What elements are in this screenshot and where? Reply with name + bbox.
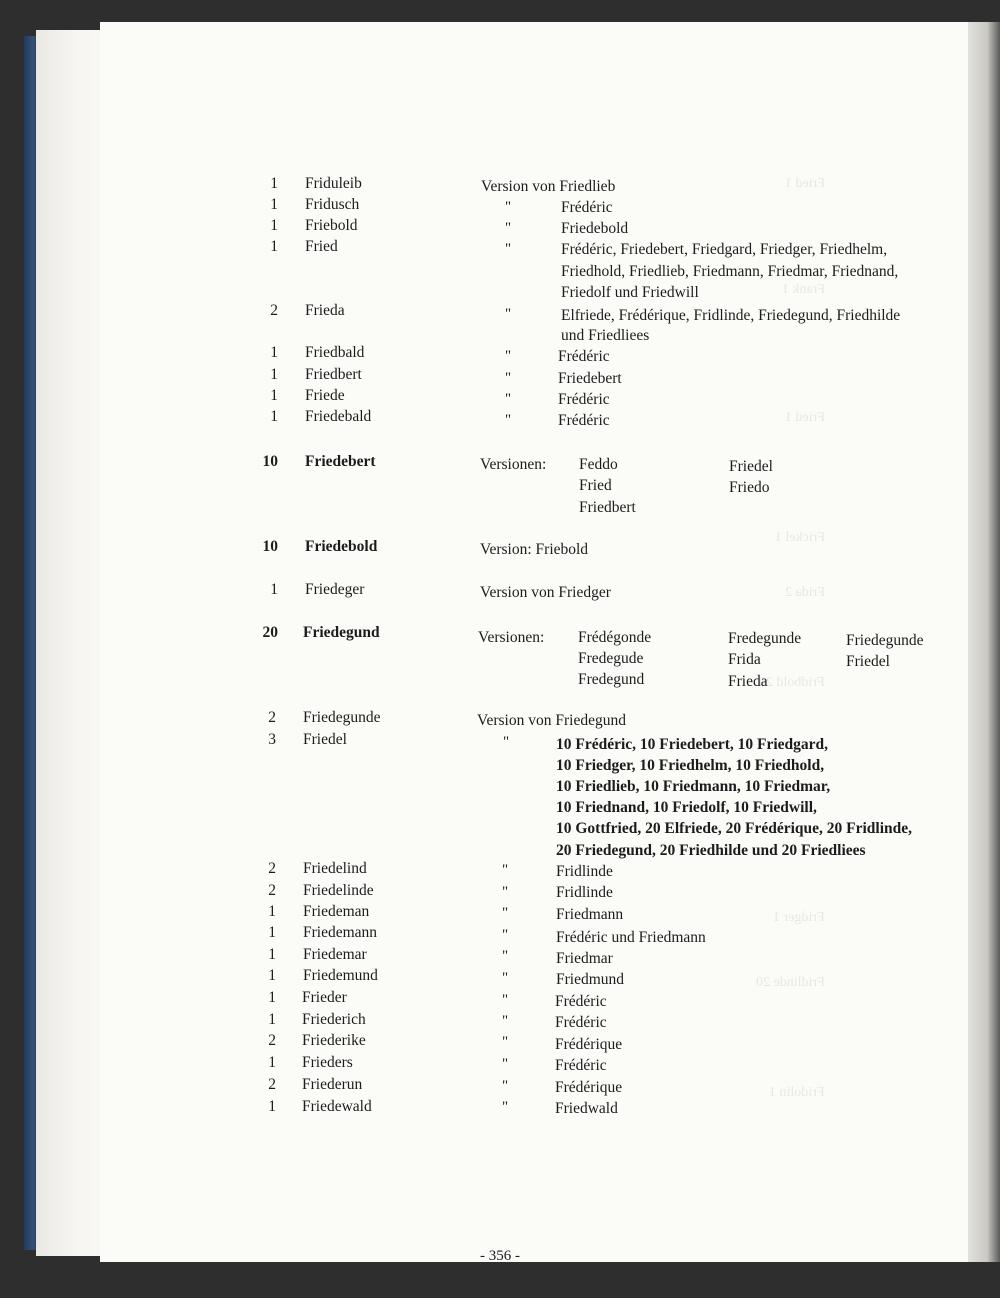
entry-count: 2	[268, 860, 276, 877]
entry-count: 1	[268, 967, 276, 984]
entry-desc: Friedmann	[556, 906, 624, 923]
entry-name: Friederun	[302, 1076, 363, 1093]
entry-desc-line: Frédéric, Friedebert, Friedgard, Friedger, Friedhelm,	[561, 241, 888, 258]
entry-count: 1	[268, 989, 276, 1006]
entry-count: 1	[270, 387, 278, 404]
entry-name: Friedeman	[303, 903, 370, 920]
version-item: Friedegunde	[846, 632, 924, 649]
ditto-mark: "	[505, 199, 512, 215]
entry-name: Friedebald	[305, 408, 372, 425]
entry-count: 1	[270, 344, 278, 361]
entry-name: Fried	[305, 238, 338, 255]
entry-count: 1	[270, 581, 278, 598]
ditto-mark: "	[505, 391, 512, 407]
ditto-mark: "	[505, 220, 512, 236]
entry-count: 1	[268, 1011, 276, 1028]
entry-desc-line: Friedolf und Friedwill	[561, 284, 699, 301]
version-item: Fredegund	[578, 671, 645, 688]
entry-name: Friedbert	[305, 366, 362, 383]
entry-count: 1	[270, 196, 278, 213]
entry-desc: Frédéric	[555, 1057, 607, 1074]
entry-desc-line: 10 Frédéric, 10 Friedebert, 10 Friedgard,	[556, 736, 829, 753]
entry-desc: Frédéric	[561, 199, 613, 216]
ditto-mark: "	[502, 927, 509, 943]
version-item: Frida	[728, 651, 761, 668]
ditto-mark: "	[502, 970, 509, 986]
entry-name: Friedegund	[303, 624, 380, 641]
entry-count: 2	[268, 882, 276, 899]
entry-name: Friederike	[302, 1032, 366, 1049]
entry-count: 1	[270, 217, 278, 234]
ditto-mark: "	[505, 306, 512, 322]
page-number: - 356 -	[480, 1248, 520, 1264]
version-item: Fried	[579, 477, 612, 494]
entry-count: 1	[268, 1054, 276, 1071]
entry-desc: Frédéric und Friedmann	[556, 929, 706, 946]
version-item: Feddo	[579, 456, 618, 473]
page-gutter	[968, 22, 1000, 1262]
entry-name: Friedegunde	[303, 709, 381, 726]
ditto-mark: "	[502, 992, 509, 1008]
ditto-mark: "	[505, 412, 512, 428]
entry-name: Friebold	[305, 217, 358, 234]
entry-desc: Frédéric	[558, 412, 610, 429]
entry-desc: Friedmar	[556, 950, 613, 967]
ditto-mark: "	[502, 1013, 509, 1029]
version-item: Friedo	[729, 479, 770, 496]
ditto-mark: "	[505, 370, 512, 386]
entry-count: 10	[262, 453, 278, 470]
entry-count: 1	[270, 408, 278, 425]
entry-count: 1	[268, 946, 276, 963]
entry-name: Friedemar	[303, 946, 367, 963]
entry-desc-line: 10 Friedger, 10 Friedhelm, 10 Friedhold,	[556, 757, 825, 774]
ditto-mark: "	[502, 948, 509, 964]
entry-name: Friedelind	[303, 860, 367, 877]
entry-desc: Frédéric	[555, 1014, 607, 1031]
entry-desc: Friedwald	[555, 1100, 618, 1117]
entry-desc: Version: Friebold	[480, 541, 589, 558]
entry-desc-line: Friedhold, Friedlieb, Friedmann, Friedmar, Friednand,	[561, 263, 899, 280]
entry-desc-line: 10 Friedlieb, 10 Friedmann, 10 Friedmar,	[556, 778, 831, 795]
entry-name: Friduleib	[305, 175, 362, 192]
entry-desc-line: 10 Gottfried, 20 Elfriede, 20 Frédérique, 20 Fridlinde,	[556, 820, 913, 837]
version-item: Friedel	[729, 458, 773, 475]
ditto-mark: "	[502, 1099, 509, 1115]
version-item: Fredegunde	[728, 630, 802, 647]
entry-count: 1	[268, 903, 276, 920]
entry-desc: Friedmund	[556, 971, 625, 988]
ditto-mark: "	[503, 734, 510, 750]
entry-desc: Version von Friedlieb	[481, 178, 616, 195]
entry-name: Friedebold	[305, 538, 378, 555]
entry-count: 2	[268, 1076, 276, 1093]
entry-name: Friedeger	[305, 581, 365, 598]
entry-desc: Fridlinde	[556, 884, 613, 901]
entry-desc: Frédérique	[555, 1079, 623, 1096]
entry-count: 20	[262, 624, 278, 641]
entry-name: Friede	[305, 387, 345, 404]
entry-name: Frieda	[305, 302, 345, 319]
ditto-mark: "	[502, 1034, 509, 1050]
entry-count: 2	[270, 302, 278, 319]
entry-name: Friedemann	[303, 924, 378, 941]
ditto-mark: "	[502, 905, 509, 921]
entry-desc: Fridlinde	[556, 863, 613, 880]
entry-count: 2	[268, 709, 276, 726]
entry-name: Friedebert	[305, 453, 376, 470]
entry-count: 1	[270, 238, 278, 255]
entry-count: 1	[270, 366, 278, 383]
entry-desc: Frédéric	[558, 391, 610, 408]
entry-desc: Frédéric	[555, 993, 607, 1010]
ditto-mark: "	[502, 862, 509, 878]
entry-count: 1	[270, 175, 278, 192]
versions-label: Versionen:	[478, 629, 545, 646]
entry-name: Friedewald	[302, 1098, 372, 1115]
entry-count: 3	[268, 731, 276, 748]
entry-name: Fridusch	[305, 196, 360, 213]
entry-desc-line: 20 Friedegund, 20 Friedhilde und 20 Friedliees	[556, 842, 866, 859]
version-item: Frédégonde	[578, 629, 652, 646]
entry-name: Friedemund	[303, 967, 378, 984]
entry-name: Friedbald	[305, 344, 365, 361]
entry-name: Frieder	[302, 989, 347, 1006]
entry-desc: Version von Friedegund	[477, 712, 626, 729]
ditto-mark: "	[505, 348, 512, 364]
entry-desc: Friedebold	[561, 220, 629, 237]
entry-desc: Frédéric	[558, 348, 610, 365]
entry-count: 2	[268, 1032, 276, 1049]
entry-desc-line: Elfriede, Frédérique, Fridlinde, Friedegund, Friedhilde	[561, 307, 901, 324]
entry-desc: Friedebert	[558, 370, 622, 387]
entry-desc: Frédérique	[555, 1036, 623, 1053]
entry-count: 1	[268, 1098, 276, 1115]
ditto-mark: "	[502, 1078, 509, 1094]
entry-name: Friederich	[302, 1011, 366, 1028]
entry-name: Friedel	[303, 731, 347, 748]
entry-desc-line: und Friedliees	[561, 327, 650, 344]
entry-desc-line: 10 Friednand, 10 Friedolf, 10 Friedwill,	[556, 799, 817, 816]
entry-count: 1	[268, 924, 276, 941]
versions-label: Versionen:	[480, 456, 547, 473]
ditto-mark: "	[502, 884, 509, 900]
version-item: Frieda	[728, 673, 768, 690]
version-item: Friedbert	[579, 499, 636, 516]
ditto-mark: "	[505, 241, 512, 257]
entry-name: Friedelinde	[303, 882, 374, 899]
entry-name: Frieders	[302, 1054, 353, 1071]
ditto-mark: "	[502, 1056, 509, 1072]
version-item: Friedel	[846, 653, 890, 670]
entry-count: 10	[262, 538, 278, 555]
entry-desc: Version von Friedger	[480, 584, 611, 601]
version-item: Fredegude	[578, 650, 644, 667]
